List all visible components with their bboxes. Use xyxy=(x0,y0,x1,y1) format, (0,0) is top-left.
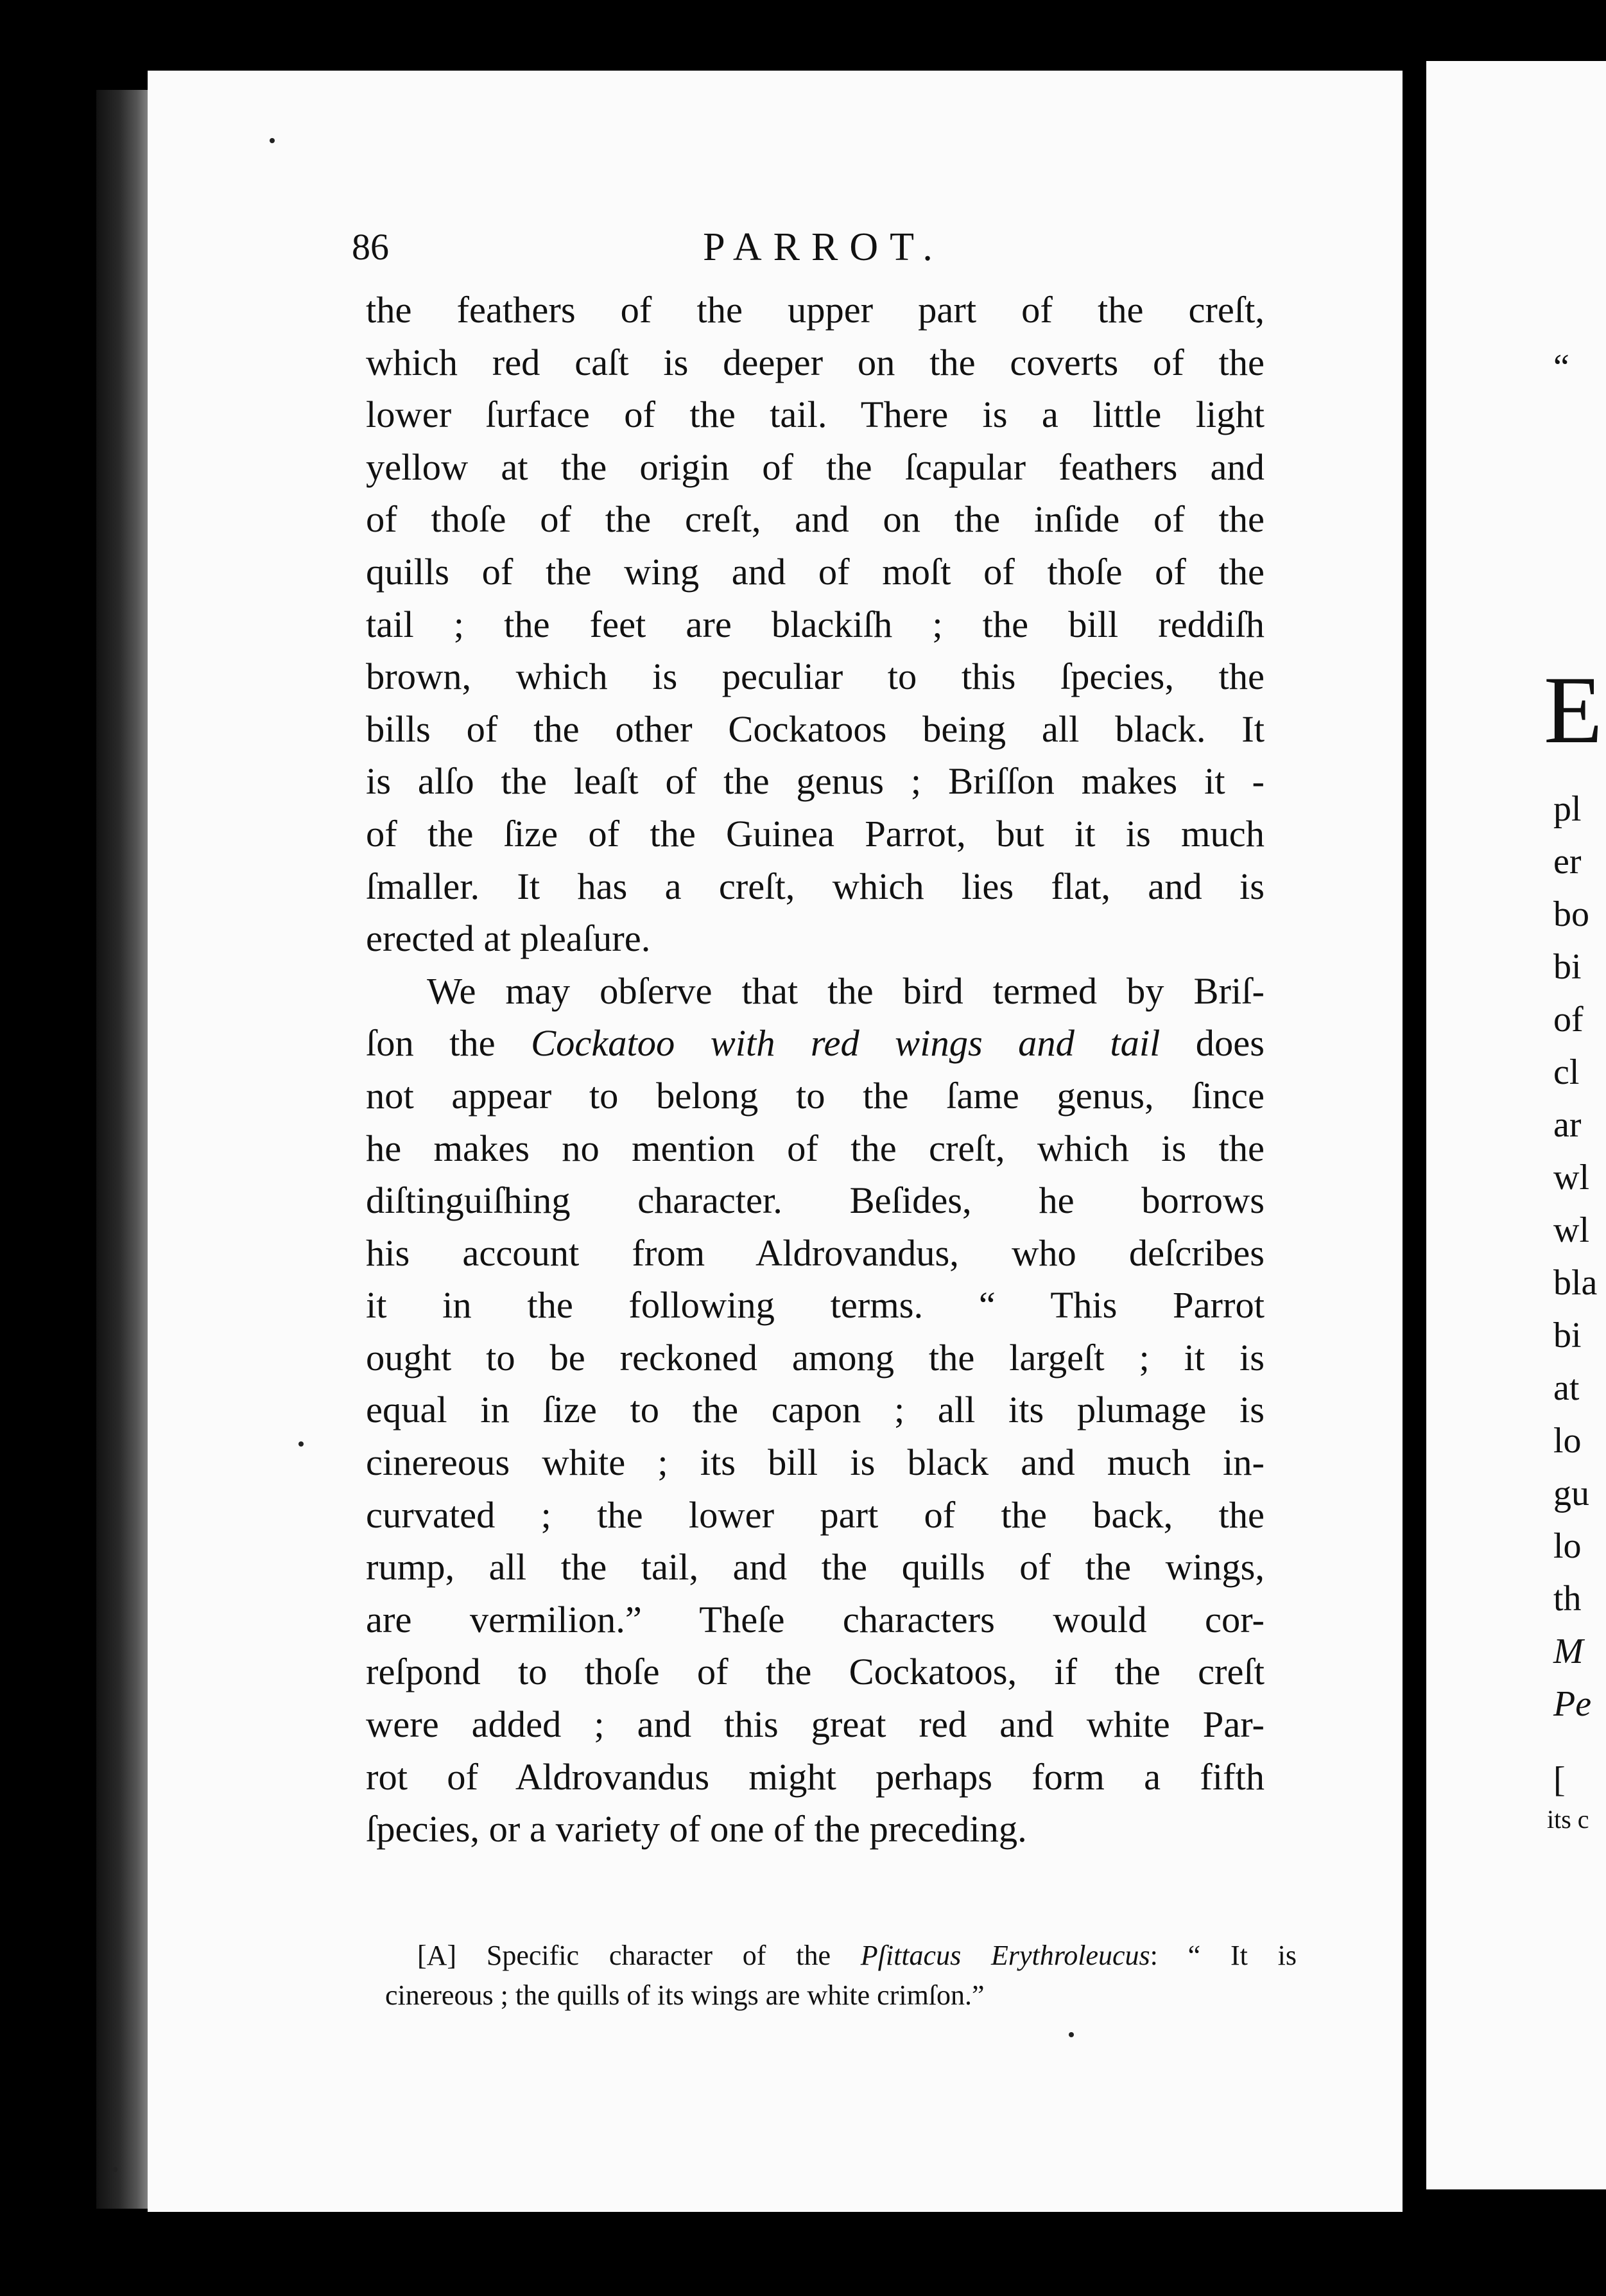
paper-speck xyxy=(298,1441,304,1447)
text-segment: does xyxy=(1160,1022,1265,1065)
text-line: reſpond to thoſe of the Cockatoos, if the creſt xyxy=(366,1651,1265,1693)
text-line: are vermilion.” Theſe characters would cor- xyxy=(366,1598,1265,1640)
fragment: [ xyxy=(1553,1760,1566,1800)
text-line: equal in ſize to the capon ; all its plumage is xyxy=(366,1389,1265,1431)
page-header xyxy=(352,212,1295,283)
text-line: he makes no mention of the creſt, which is the xyxy=(366,1127,1265,1169)
fragment: wl xyxy=(1553,1210,1589,1250)
book-binding-edge xyxy=(96,90,154,2209)
body-text xyxy=(366,284,1265,1856)
drop-cap-fragment: E xyxy=(1544,657,1603,763)
fragment: cl xyxy=(1553,1052,1580,1092)
text-line: were added ; and this great red and white Par- xyxy=(366,1703,1265,1746)
fragment: “ xyxy=(1553,347,1569,387)
fragment: of xyxy=(1553,1000,1584,1039)
text-line: it in the following terms. “ This Parrot xyxy=(366,1284,1265,1326)
fragment: pl xyxy=(1553,789,1582,829)
text-line: is alſo the leaſt of the genus ; Briſſon makes it - xyxy=(366,760,1265,803)
page-gutter xyxy=(1403,61,1426,2193)
right-page-fragments xyxy=(1544,0,1606,2296)
fragment: th xyxy=(1553,1579,1582,1619)
text-line: yellow at the origin of the ſcapular feathers and xyxy=(366,446,1265,488)
paper-speck xyxy=(1069,2032,1074,2037)
footnote-line: cinereous ; the quills of its wings are white crimſon.” xyxy=(385,1979,985,2011)
fragment: bi xyxy=(1553,947,1582,987)
text-line: ſmaller. It has a creſt, which lies flat, and is xyxy=(366,865,1265,907)
text-line: his account from Aldrovandus, who deſcribes xyxy=(366,1231,1265,1274)
fragment: bla xyxy=(1553,1263,1598,1303)
text-line: brown, which is peculiar to this ſpecies, the xyxy=(366,656,1265,698)
text-segment: ſon the xyxy=(366,1022,531,1065)
paper-speck xyxy=(112,2167,117,2172)
running-head: PARROT. xyxy=(703,225,944,269)
text-line: bills of the other Cockatoos being all black. It xyxy=(366,708,1265,750)
text-line: of thoſe of the creſt, and on the inſide of the xyxy=(366,498,1265,541)
footnote-marker: [A] xyxy=(417,1940,457,1971)
text-line: rump, all the tail, and the quills of the wings, xyxy=(366,1546,1265,1588)
paper-speck xyxy=(270,138,275,143)
text-line: ought to be reckoned among the largeſt ; it is xyxy=(366,1336,1265,1378)
footnote xyxy=(385,1936,1297,2015)
text-line: diſtinguiſhing character. Beſides, he borrows xyxy=(366,1179,1265,1222)
text-line: erected at pleaſure. xyxy=(366,918,651,960)
fragment: lo xyxy=(1553,1421,1582,1461)
footnote-line xyxy=(385,1936,1297,1976)
text-line: rot of Aldrovandus might perhaps form a fifth xyxy=(366,1755,1265,1798)
text-line: cinereous white ; its bill is black and much in- xyxy=(366,1441,1265,1484)
fragment: gu xyxy=(1553,1474,1589,1513)
footnote-species-name: Pſittacus Erythroleucus xyxy=(860,1940,1150,1971)
text-line: the feathers of the upper part of the creſt, xyxy=(366,289,1265,331)
fragment: lo xyxy=(1553,1526,1582,1566)
text-line: of the ſize of the Guinea Parrot, but it is much xyxy=(366,812,1265,855)
text-line: ſpecies, or a variety of one of the preceding. xyxy=(366,1808,1027,1850)
paragraph-start-line: We may obſerve that the bird termed by Briſ- xyxy=(427,970,1265,1012)
fragment: bo xyxy=(1553,894,1589,934)
fragment: er xyxy=(1553,842,1582,882)
fragment: M xyxy=(1553,1631,1584,1671)
text-line-with-italic xyxy=(366,1017,1265,1070)
fragment: bi xyxy=(1553,1316,1582,1355)
fragment: at xyxy=(1553,1368,1580,1408)
footnote-text: : “ It is xyxy=(1150,1940,1297,1971)
fragment: its c xyxy=(1547,1805,1589,1834)
text-line: not appear to belong to the ſame genus, ſince xyxy=(366,1074,1265,1117)
page-number: 86 xyxy=(352,226,389,268)
italic-bird-name: Cockatoo with red wings and tail xyxy=(531,1022,1161,1065)
fragment: Pe xyxy=(1553,1684,1592,1724)
text-line: curvated ; the lower part of the back, the xyxy=(366,1493,1265,1536)
text-line: which red caſt is deeper on the coverts of the xyxy=(366,341,1265,383)
text-line: lower ſurface of the tail. There is a little light xyxy=(366,394,1265,436)
fragment: ar xyxy=(1553,1105,1582,1145)
text-line: tail ; the feet are blackiſh ; the bill reddiſh xyxy=(366,603,1265,645)
footnote-text: Specific character of the xyxy=(456,1940,861,1971)
fragment: wl xyxy=(1553,1158,1589,1197)
text-line: quills of the wing and of moſt of thoſe of the xyxy=(366,550,1265,593)
